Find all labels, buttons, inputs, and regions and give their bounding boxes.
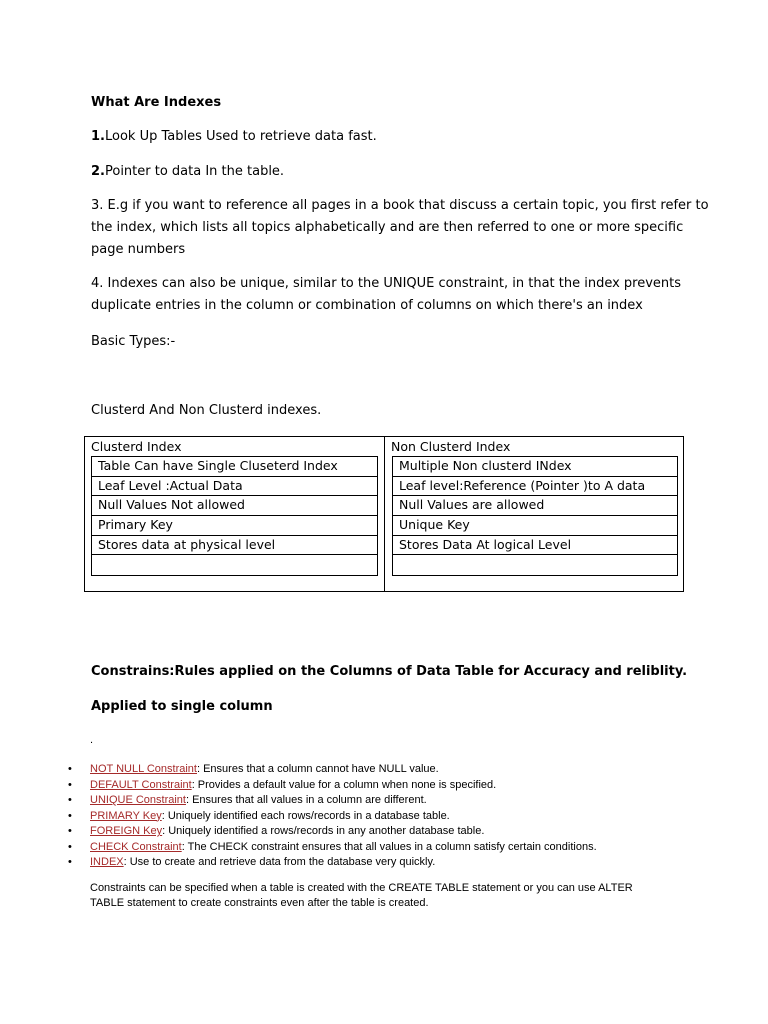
point-1-text: Look Up Tables Used to retrieve data fast. [104,129,377,144]
constraint-desc: : Ensures that all values in a column are different. [185,794,427,806]
constraints-heading: Constrains:Rules applied on the Columns of Data Table for Accuracy and reliblity. [91,664,688,679]
bullet-icon: • [68,809,72,822]
table-cell: Multiple Non clusterd INdex [393,457,677,477]
table-cell: Null Values Not allowed [92,496,377,516]
bullet-icon: • [68,840,72,853]
bullet-icon: • [68,778,72,791]
point-1 [91,126,377,148]
list-item [68,824,708,840]
constraint-link[interactable]: DEFAULT Constraint [90,778,192,791]
point-4-line: duplicate entries in the column or combination of columns on which there's an index [91,298,643,313]
list-item [68,809,708,825]
list-item [68,778,708,794]
list-item [68,840,708,856]
point-3-line: 3. E.g if you want to reference all pages in a book that discuss a certain topic, you first refer to [91,198,709,213]
point-4-line: 4. Indexes can also be unique, similar to the UNIQUE constraint, in that the index prevents [91,276,682,291]
point-3 [91,195,709,261]
table-cell: Leaf level:Reference (Pointer )to A data [393,477,677,497]
point-1-number: 1. [91,129,105,144]
list-item [68,793,708,809]
point-4 [91,273,681,317]
constraint-desc: : Uniquely identified each rows/records in a database table. [161,809,450,822]
constraint-link[interactable]: FOREIGN Key [90,825,163,837]
index-comparison-table [84,436,684,592]
point-2-number: 2. [91,164,105,179]
closing-paragraph [90,881,690,910]
constraint-desc: : Ensures that a column cannot have NULL value. [196,763,439,775]
bullet-icon: • [68,794,72,806]
table-cell: Null Values are allowed [393,496,677,516]
point-3-line: the index, which lists all topics alphabetically and are then referred to one or more specific [91,220,684,235]
table-cell: Stores Data At logical Level [393,536,677,556]
stray-dot: . [90,734,94,746]
closing-line: Constraints can be specified when a table is created with the CREATE TABLE statement or you can use ALTER [90,882,633,894]
constraint-desc: : The CHECK constraint ensures that all values in a column satisfy certain conditions. [181,840,597,853]
bullet-icon: • [68,856,72,868]
constraint-link[interactable]: UNIQUE Constraint [90,794,186,806]
nonclustered-header: Non Clusterd Index [391,439,511,454]
point-3-line: page numbers [91,242,186,257]
bullet-icon: • [68,763,72,775]
clustered-column [91,456,378,576]
table-cell [393,555,677,575]
constraint-link[interactable]: CHECK Constraint [90,840,182,853]
table-cell: Table Can have Single Cluseterd Index [92,457,377,477]
constraint-link[interactable]: INDEX [90,856,124,868]
list-item [68,855,708,871]
clustered-header: Clusterd Index [91,439,182,454]
list-item [68,762,708,778]
table-cell: Unique Key [393,516,677,536]
nonclustered-column [392,456,678,576]
table-cell: Stores data at physical level [92,536,377,556]
point-2 [91,161,284,183]
constraint-desc: : Use to create and retrieve data from the database very quickly. [123,856,436,868]
closing-line: TABLE statement to create constraints even after the table is created. [90,896,429,909]
table-caption: Clusterd And Non Clusterd indexes. [91,403,322,418]
page-title: What Are Indexes [91,95,222,110]
basic-types-label: Basic Types:- [91,334,176,349]
table-cell: Leaf Level :Actual Data [92,477,377,497]
constraint-desc: : Uniquely identified a rows/records in any another database table. [162,825,485,837]
column-divider [384,437,385,591]
point-2-text: Pointer to data In the table. [104,164,285,179]
constraint-link[interactable]: PRIMARY Key [90,809,162,822]
applied-single-column: Applied to single column [91,699,273,714]
table-cell [92,555,377,575]
constraint-link[interactable]: NOT NULL Constraint [90,763,197,775]
constraint-desc: : Provides a default value for a column when none is specified. [191,778,497,791]
table-cell: Primary Key [92,516,377,536]
bullet-icon: • [68,825,72,837]
constraint-list [68,762,708,871]
